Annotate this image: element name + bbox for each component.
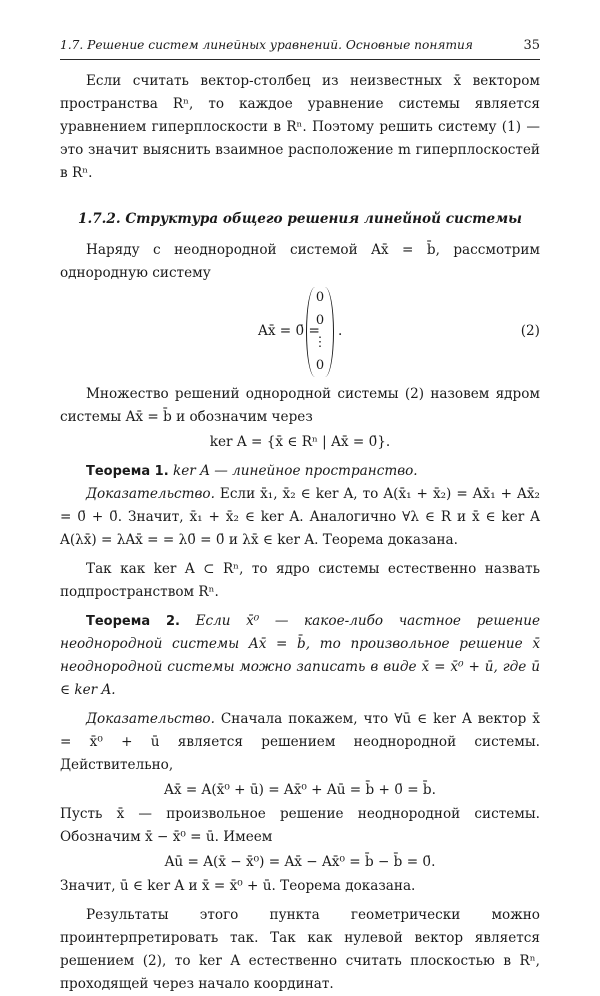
- paragraph-subspace: Так как ker A ⊂ Rⁿ, то ядро системы естественно назвать подпространством Rⁿ.: [60, 561, 540, 600]
- proof-2-text: Сначала покажем, что ∀ū ∈ ker A вектор x̄ = x̄⁰ + ū является решением неоднородной системы. Действительно,: [60, 711, 540, 773]
- matrix-entry: 0: [315, 312, 325, 328]
- matrix-entry: 0: [315, 290, 325, 306]
- paragraph-conclusion: Значит, ū ∈ ker A и x̄ = x̄⁰ + ū. Теорема доказана.: [60, 878, 416, 894]
- equation-2-number: (2): [520, 323, 540, 339]
- theorem-2-label: Теорема 2.: [86, 614, 180, 629]
- matrix-entry: ⋮: [313, 335, 327, 351]
- equation-2-end: .: [338, 323, 343, 339]
- theorem-1-statement: ker A — линейное пространство.: [172, 463, 418, 479]
- header-title: 1.7. Решение систем линейных уравнений. Основные понятия: [60, 38, 473, 52]
- proof-2-label: Доказательство.: [86, 711, 215, 727]
- running-header: [60, 38, 540, 60]
- kernel-definition: ker A = {x̄ ∈ Rⁿ | Ax̄ = 0̄}.: [209, 434, 391, 450]
- page: [60, 38, 540, 996]
- zero-column-vector: [306, 287, 334, 377]
- paragraph-arbitrary-solution: Пусть x̄ — произвольное решение неоднородной системы. Обозначим x̄ − x̄⁰ = ū. Имеем: [60, 806, 540, 845]
- proof-1-text: Если x̄₁, x̄₂ ∈ ker A, то A(x̄₁ + x̄₂) = Ax̄₁ + Ax̄₂ = 0̄ + 0̄. Значит, x̄₁ + x̄₂ ∈ ker A. Аналогично ∀λ ∈ R и x̄ ∈ ker A A(λx̄) = λAx̄ = = λ0̄ = 0̄ и λx̄ ∈ ker A. Теорема доказана.: [60, 486, 540, 548]
- paragraph-homogeneous-intro: Наряду с неоднородной системой Ax̄ = b̄, рассмотрим однородную систему: [60, 242, 540, 281]
- equation-b: Aū = A(x̄ − x̄⁰) = Ax̄ − Ax̄⁰ = b̄ − b̄ = 0̄.: [164, 854, 436, 870]
- theorem-2-statement: Если x̄⁰ — какое-либо частное решение неоднородной системы Ax̄ = b̄, то произвольное решение x̄ неоднородной системы можно записать в виде x̄ = x̄⁰ + ū, где ū ∈ ker A.: [60, 613, 540, 698]
- subsection-title: 1.7.2. Структура общего решения линейной системы: [78, 211, 522, 227]
- paragraph-geometric: Результаты этого пункта геометрически можно проинтерпретировать так. Так как нулевой вектор является решением (2), то ker A естественно считать плоскостью в Rⁿ, проходящей через начало координат.: [60, 907, 540, 992]
- equation-2-lhs: Ax̄ = 0̄ =: [258, 323, 320, 339]
- page-number: 35: [523, 38, 540, 53]
- theorem-2: [60, 610, 540, 702]
- equation-2: [60, 287, 540, 379]
- matrix-entry: 0: [315, 357, 325, 373]
- paragraph-kernel: Множество решений однородной системы (2) назовем ядром системы Ax̄ = b̄ и обозначим через: [60, 386, 540, 425]
- paragraph-hyperplanes: Если считать вектор-столбец из неизвестных x̄ вектором пространства Rⁿ, то каждое уравнение системы является уравнением гиперплоскости в Rⁿ. Поэтому решить систему (1) — это значит выяснить взаимное расположение m гиперплоскостей в Rⁿ.: [60, 73, 540, 181]
- equation-a: Ax̄ = A(x̄⁰ + ū) = Ax̄⁰ + Aū = b̄ + 0̄ = b̄.: [164, 782, 436, 798]
- theorem-1: [60, 460, 540, 483]
- proof-1: [60, 483, 540, 552]
- proof-1-label: Доказательство.: [86, 486, 215, 502]
- proof-2: [60, 708, 540, 777]
- theorem-1-label: Теорема 1.: [86, 464, 169, 479]
